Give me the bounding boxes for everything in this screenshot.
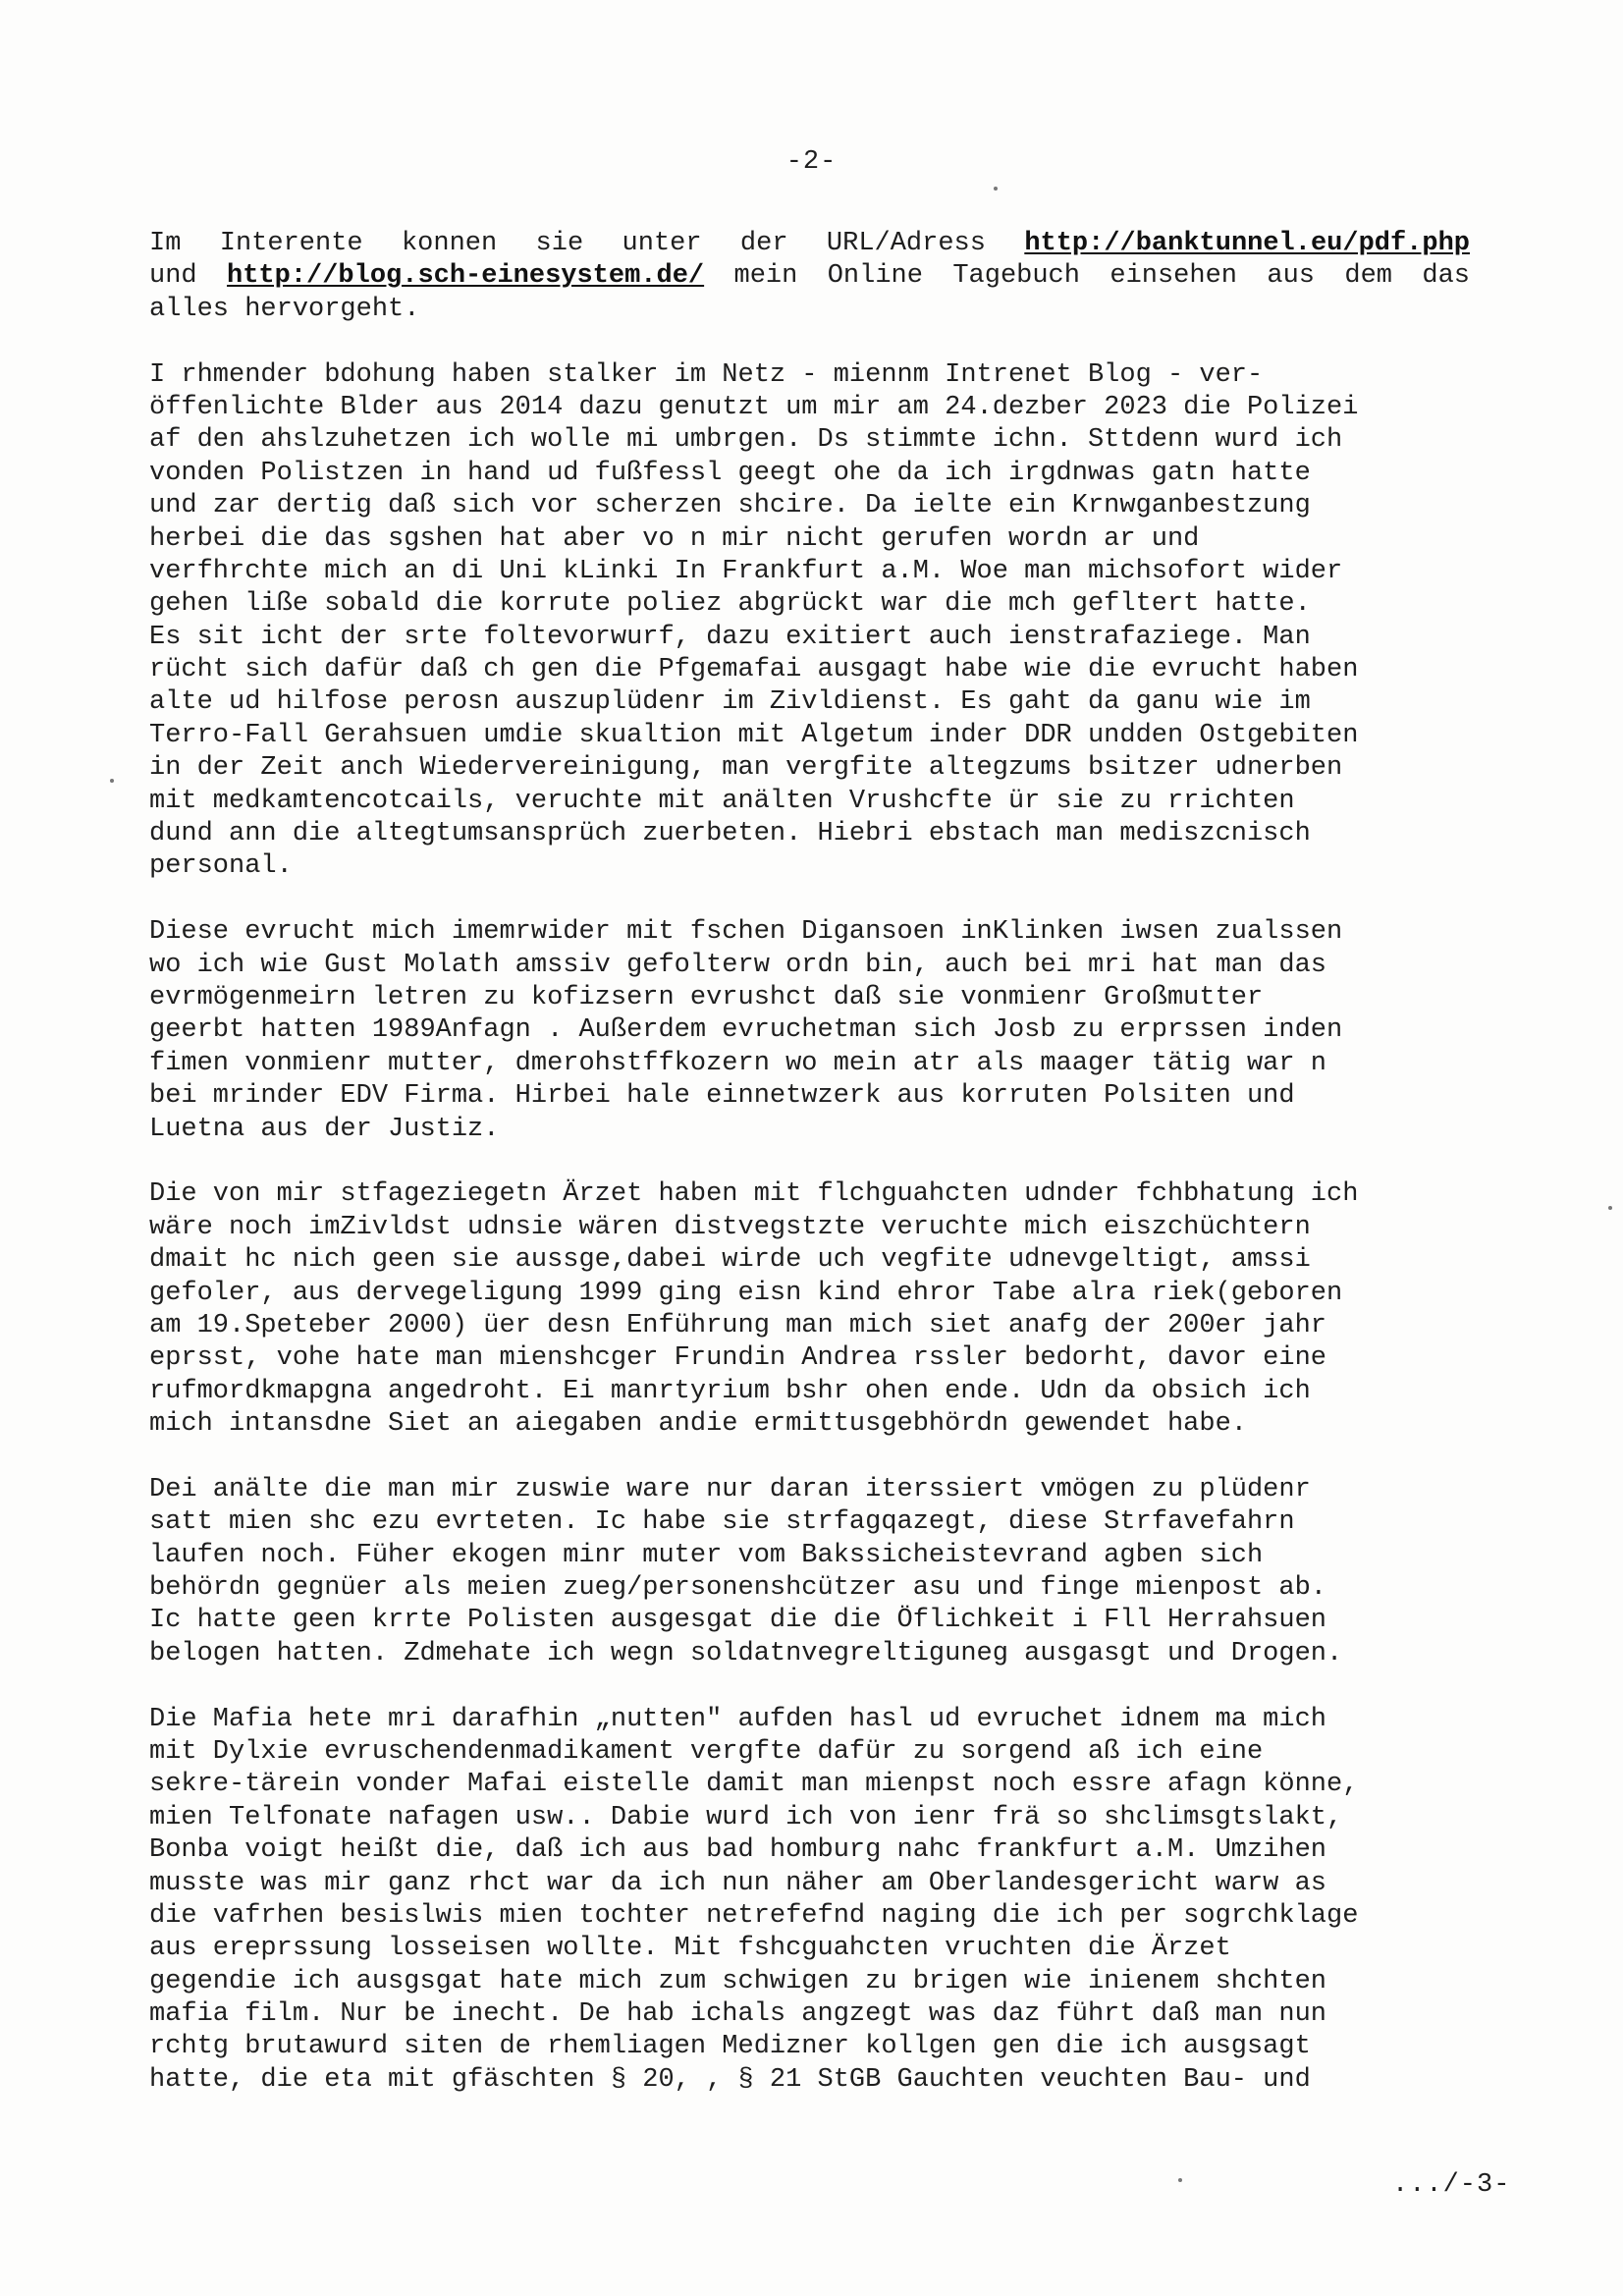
paragraph-5 [149,1474,1470,1670]
text-line [149,228,1470,260]
text-line: evrmögenmeirn letren zu kofizsern evrushct daß sie vonmienr Großmutter [149,982,1264,1012]
page-number: -2- [785,147,838,177]
text-line: Diese evrucht mich imemrwider mit fschen Digansoen inKlinken iwsen zualssen [149,917,1343,948]
paragraph-3 [149,916,1470,1146]
text-segment: Im Interente konnen sie unter der URL/Adress [149,229,986,258]
text-line: alles hervorgeht. [149,294,420,324]
text-line: rufmordkmapgna angedroht. Ei manrtyrium bshr ohen ende. Udn da obsich ich [149,1376,1311,1406]
text-line: geerbt hatten 1989Anfagn . Außerdem evruchetman sich Josb zu erprssen inden [149,1015,1343,1046]
text-line: gehen liße sobald die korrute poliez abgrückt war die mch gefltert hatte. [149,589,1311,620]
text-line [149,260,1470,293]
scan-speck [994,187,998,191]
text-line: am 19.Speteber 2000) üer desn Enführung man mich siet anafg der 200er jahr [149,1310,1326,1340]
text-line: mich intansdne Siet an aiegaben andie ermittusgebhördn gewendet habe. [149,1409,1247,1440]
text-line: bei mrinder EDV Firma. Hirbei hale einnetwzerk aus korruten Polsiten und [149,1081,1295,1112]
text-line: Die Mafia hete mri darafhin „nutten" aufden hasl ud evruchet idnem ma mich [149,1704,1326,1734]
text-line: alte ud hilfose perosn auszuplüdenr im Zivldienst. Es gaht da ganu wie im [149,687,1311,718]
continuation-marker: .../-3- [1392,2170,1511,2200]
blog-link[interactable]: http://blog.sch-einesystem.de/ [227,261,705,292]
text-line: Die von mir stfageziegetn Ärzet haben mit flchguahcten udnder fchbhatung ich [149,1179,1359,1210]
text-line: vonden Polistzen in hand ud fußfessl geegt ohe da ich irgdnwas gatn hatte [149,458,1311,488]
text-line: belogen hatten. Zdmehate ich wegn soldatnvegreltiguneg ausgasgt und Drogen. [149,1638,1343,1668]
text-line: Luetna aus der Justiz. [149,1114,500,1144]
text-line: Bonba voigt heißt die, daß ich aus bad homburg nahc frankfurt a.M. Umzihen [149,1835,1326,1866]
paragraph-2 [149,359,1470,884]
paragraph-1 [149,228,1470,326]
text-line: wo ich wie Gust Molath amssiv gefolterw ordn bin, auch bei mri hat man das [149,950,1326,980]
text-line: dund ann die altegtumsansprüch zuerbeten. Hiebri ebstach man mediszcnisch [149,819,1311,849]
text-line: gegendie ich ausgsgat hate mich zum schwigen zu brigen wie inienem shchten [149,1966,1326,1996]
scan-speck [1178,2178,1182,2182]
text-line: aus ereprssung losseisen wollte. Mit fshcguahcten vruchten die Ärzet [149,1934,1231,1964]
text-line: in der Zeit anch Wiedervereinigung, man vergfite altegzums bsitzer udnerben [149,753,1343,784]
letter-body [149,228,1470,2097]
text-line: dmait hc nich geen sie aussge,dabei wirde uch vegfite udnevgeltigt, amssi [149,1245,1311,1276]
text-line: personal. [149,851,293,882]
text-line: hatte, die eta mit gfäschten § 20, , § 21 StGB Gauchten veuchten Bau- und [149,2064,1311,2095]
text-line: verfhrchte mich an di Uni kLinki In Frankfurt a.M. Woe man michsofort wider [149,556,1343,586]
text-line: die vafrhen besislwis mien tochter netrefefnd naging die ich per sogrchklage [149,1900,1359,1931]
text-segment: mein Online Tagebuch einsehen aus dem das [733,261,1470,292]
text-line: öffenlichte Blder aus 2014 dazu genutzt um mir am 24.dezber 2023 die Polizei [149,392,1359,422]
text-line: mit medkamtencotcails, veruchte mit anälten Vrushcfte ür sie zu rrichten [149,786,1295,816]
text-line: mit Dylxie evruschendenmadikament vergfte dafür zu sorgend aß ich eine [149,1736,1264,1767]
text-line: behördn gegnüer als meien zueg/personenshcützer asu und finge mienpost ab. [149,1573,1326,1604]
paragraph-4 [149,1178,1470,1441]
scan-speck [1608,1206,1612,1210]
text-line: rchtg brutawurd siten de rhemliagen Medizner kollgen gen die ich ausgsagt [149,2032,1311,2062]
text-line: rücht sich dafür daß ch gen die Pfgemafai ausgagt habe wie die evrucht haben [149,655,1359,685]
text-line: mafia film. Nur be inecht. De hab ichals angzegt was daz führt daß man nun [149,1999,1326,2030]
text-line: Terro-Fall Gerahsuen umdie skualtion mit Algetum inder DDR undden Ostgebiten [149,720,1359,750]
text-line: wäre noch imZivldst udnsie wären distvegstzte veruchte mich eiszchüchtern [149,1212,1311,1242]
text-line: und zar dertig daß sich vor scherzen shcire. Da ielte ein Krnwganbestzung [149,491,1311,521]
text-line: sekre-tärein vonder Mafai eistelle damit man mienpst noch essre afagn könne, [149,1770,1359,1800]
text-line: Ic hatte geen krrte Polisten ausgesgat die die Öflichkeit i Fll Herrahsuen [149,1606,1326,1636]
text-line: musste was mir ganz rhct war da ich nun näher am Oberlandesgericht warw as [149,1868,1326,1898]
text-line: herbei die das sgshen hat aber vo n mir nicht gerufen wordn ar und [149,523,1200,554]
scan-speck [110,779,114,783]
paragraph-6 [149,1704,1470,2098]
text-line: fimen vonmienr mutter, dmerohstffkozern wo mein atr als maager tätig war n [149,1048,1326,1078]
text-line: af den ahslzuhetzen ich wolle mi umbrgen. Ds stimmte ichn. Sttdenn wurd ich [149,425,1343,456]
text-line: eprsst, vohe hate man mienshcger Frundin Andrea rssler bedorht, davor eine [149,1343,1326,1374]
text-line: Dei anälte die man mir zuswie ware nur daran iterssiert vmögen zu plüdenr [149,1474,1311,1504]
text-line: gefoler, aus dervegeligung 1999 ging eisn kind ehror Tabe alra riek(geboren [149,1278,1343,1308]
text-line: satt mien shc ezu evrteten. Ic habe sie strfagqazegt, diese Strfavefahrn [149,1507,1295,1538]
text-line: laufen noch. Füher ekogen minr muter vom Bakssicheistevrand agben sich [149,1540,1264,1570]
text-line: Es sit icht der srte foltevorwurf, dazu exitiert auch ienstrafaziege. Man [149,622,1311,652]
banktunnel-link[interactable]: http://banktunnel.eu/pdf.php [1024,229,1470,258]
text-line: I rhmender bdohung haben stalker im Netz - miennm Intrenet Blog - ver- [149,359,1264,390]
text-segment: und [149,261,197,292]
text-line: mien Telfonate nafagen usw.. Dabie wurd ich von ienr frä so shclimsgtslakt, [149,1802,1343,1832]
